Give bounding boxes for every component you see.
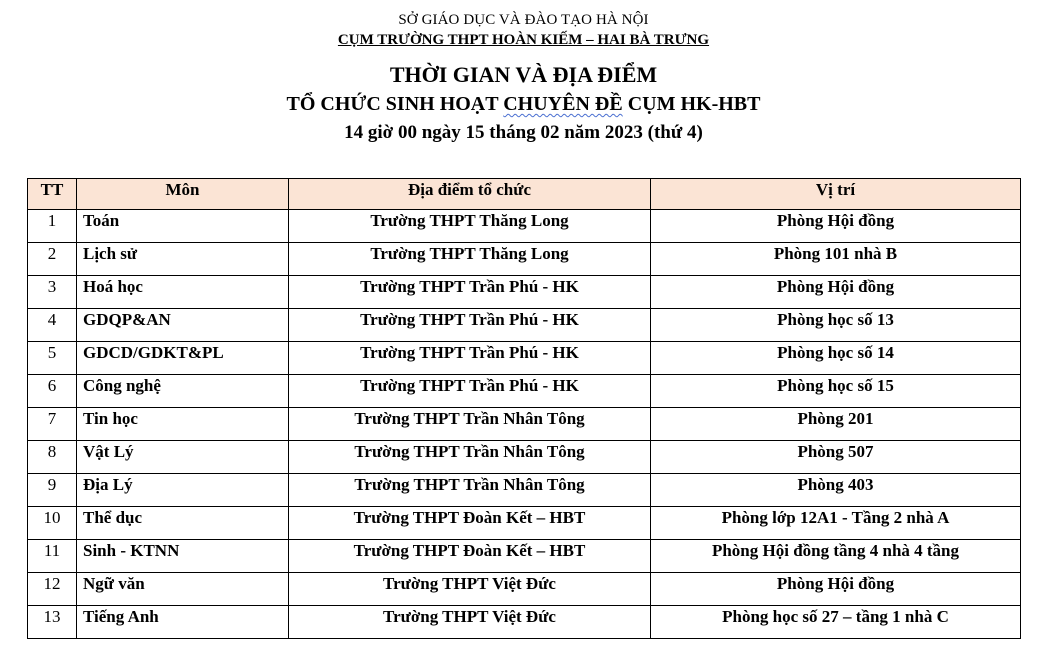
row-number: 10 xyxy=(28,507,77,540)
row-number: 5 xyxy=(28,342,77,375)
document-title: THỜI GIAN VÀ ĐỊA ĐIỂM xyxy=(389,62,658,87)
table-row xyxy=(28,441,1021,474)
venue-cell: Trường THPT Trần Nhân Tông xyxy=(289,408,651,441)
room-cell: Phòng Hội đồng xyxy=(651,276,1021,309)
venue-cell: Trường THPT Trần Nhân Tông xyxy=(289,441,651,474)
table-header-row xyxy=(28,179,1021,210)
room-cell: Phòng 403 xyxy=(651,474,1021,507)
row-number: 1 xyxy=(28,210,77,243)
subject-cell: Địa Lý xyxy=(77,474,289,507)
document-subtitle xyxy=(0,90,1047,118)
room-cell: Phòng học số 27 – tầng 1 nhà C xyxy=(651,606,1021,639)
row-number: 7 xyxy=(28,408,77,441)
table-row xyxy=(28,243,1021,276)
subject-cell: Sinh - KTNN xyxy=(77,540,289,573)
subject-cell: GDCD/GDKT&PL xyxy=(77,342,289,375)
row-number: 2 xyxy=(28,243,77,276)
column-header-venue: Địa điểm tổ chức xyxy=(289,179,651,210)
table-row xyxy=(28,375,1021,408)
venue-cell: Trường THPT Việt Đức xyxy=(289,573,651,606)
column-header-tt: TT xyxy=(28,179,77,210)
venue-cell: Trường THPT Đoàn Kết – HBT xyxy=(289,540,651,573)
row-number: 6 xyxy=(28,375,77,408)
room-cell: Phòng 507 xyxy=(651,441,1021,474)
venue-cell: Trường THPT Trần Phú - HK xyxy=(289,342,651,375)
venue-cell: Trường THPT Trần Phú - HK xyxy=(289,309,651,342)
table-row xyxy=(28,276,1021,309)
event-datetime: 14 giờ 00 ngày 15 tháng 02 năm 2023 (thứ 4) xyxy=(344,122,703,143)
subject-cell: Hoá học xyxy=(77,276,289,309)
table-row xyxy=(28,540,1021,573)
subtitle-prefix: TỔ CHỨC SINH HOẠT xyxy=(286,93,504,115)
column-header-room: Vị trí xyxy=(651,179,1021,210)
table-row xyxy=(28,573,1021,606)
room-cell: Phòng lớp 12A1 - Tầng 2 nhà A xyxy=(651,507,1021,540)
row-number: 13 xyxy=(28,606,77,639)
table-row xyxy=(28,507,1021,540)
school-cluster-name: CỤM TRƯỜNG THPT HOÀN KIẾM – HAI BÀ TRƯNG xyxy=(337,32,710,48)
venue-cell: Trường THPT Đoàn Kết – HBT xyxy=(289,507,651,540)
subject-cell: Ngữ văn xyxy=(77,573,289,606)
venue-cell: Trường THPT Thăng Long xyxy=(289,243,651,276)
spellcheck-marked-text: CHUYÊN ĐỀ xyxy=(503,93,623,115)
room-cell: Phòng Hội đồng xyxy=(651,210,1021,243)
room-cell: Phòng Hội đồng tầng 4 nhà 4 tầng xyxy=(651,540,1021,573)
venue-cell: Trường THPT Trần Nhân Tông xyxy=(289,474,651,507)
room-cell: Phòng 101 nhà B xyxy=(651,243,1021,276)
row-number: 3 xyxy=(28,276,77,309)
column-header-subject: Môn xyxy=(77,179,289,210)
venue-cell: Trường THPT Trần Phú - HK xyxy=(289,375,651,408)
row-number: 4 xyxy=(28,309,77,342)
schedule-table-body xyxy=(28,210,1021,639)
table-row xyxy=(28,210,1021,243)
room-cell: Phòng Hội đồng xyxy=(651,573,1021,606)
room-cell: Phòng học số 13 xyxy=(651,309,1021,342)
schedule-table xyxy=(27,178,1021,639)
room-cell: Phòng 201 xyxy=(651,408,1021,441)
subject-cell: Lịch sử xyxy=(77,243,289,276)
document-header xyxy=(0,10,1047,147)
table-row xyxy=(28,309,1021,342)
venue-cell: Trường THPT Thăng Long xyxy=(289,210,651,243)
room-cell: Phòng học số 14 xyxy=(651,342,1021,375)
subject-cell: Thể dục xyxy=(77,507,289,540)
table-row xyxy=(28,606,1021,639)
room-cell: Phòng học số 15 xyxy=(651,375,1021,408)
subject-cell: Vật Lý xyxy=(77,441,289,474)
subtitle-suffix: CỤM HK-HBT xyxy=(622,93,761,115)
row-number: 9 xyxy=(28,474,77,507)
subject-cell: Tin học xyxy=(77,408,289,441)
venue-cell: Trường THPT Trần Phú - HK xyxy=(289,276,651,309)
row-number: 11 xyxy=(28,540,77,573)
row-number: 12 xyxy=(28,573,77,606)
table-row xyxy=(28,342,1021,375)
subject-cell: Toán xyxy=(77,210,289,243)
table-row xyxy=(28,408,1021,441)
subject-cell: Tiếng Anh xyxy=(77,606,289,639)
table-row xyxy=(28,474,1021,507)
subject-cell: Công nghệ xyxy=(77,375,289,408)
department-name: SỞ GIÁO DỤC VÀ ĐÀO TẠO HÀ NỘI xyxy=(398,12,649,28)
subject-cell: GDQP&AN xyxy=(77,309,289,342)
row-number: 8 xyxy=(28,441,77,474)
venue-cell: Trường THPT Việt Đức xyxy=(289,606,651,639)
